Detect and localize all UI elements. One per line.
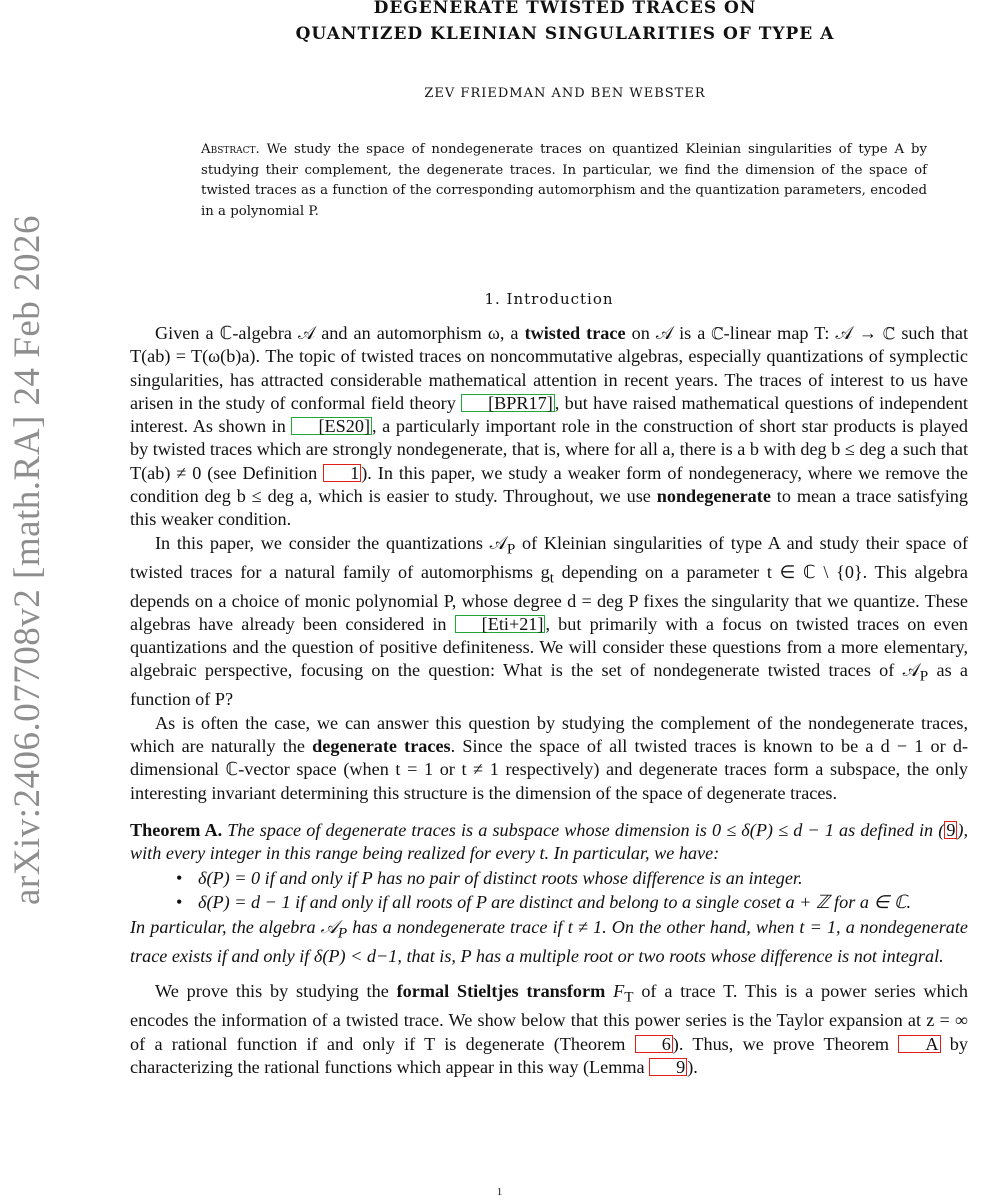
- link-equation-9[interactable]: 9: [946, 819, 956, 840]
- theorem-consequence: In particular, the algebra 𝒜$_P$ has a nondegenerate trace if t ≠ 1. On the other hand, when t = 1, a nondegenerate trace exists if and only if δ(P) < d−1, that is, P has a multiple root or two roots whose difference is not integral.: [130, 917, 968, 966]
- paragraph-2: In this paper, we consider the quantizations 𝒜$_P$ of Kleinian singularities of type A and study their space of twisted traces for a natural family of automorphisms $g_t$ depending on a parameter t ∈ ℂ \ {0}. This algebra depends on a choice of monic polynomial P, whose degree d = deg P fixes the singularity that we quantize. These algebras have already been considered in [Eti+21] , but primarily with a focus on twisted traces on even quantizations and the question of positive definiteness. We will consider these questions from a more elementary, algebraic perspective, focusing on the question: What is the set of nondegenerate twisted traces of 𝒜$_P$ as a function of P?: [130, 532, 969, 710]
- citation-es20[interactable]: [ES20]: [291, 417, 372, 435]
- page-number: 1: [496, 1186, 503, 1198]
- theorem-bullets: [130, 867, 968, 914]
- term-formal-stieltjes-transform: formal Stieltjes transform: [396, 981, 606, 1002]
- abstract-label: Abstract.: [201, 142, 260, 157]
- arxiv-stamp: arXiv:2406.07708v2 [math.RA] 24 Feb 2026: [7, 214, 48, 906]
- body-text: [130, 322, 968, 1079]
- abstract: [201, 140, 927, 222]
- citation-bpr17[interactable]: [BPR17]: [461, 394, 555, 412]
- term-degenerate-traces: degenerate traces: [312, 735, 451, 756]
- paragraph-3: As is often the case, we can answer this question by studying the complement of the nondegenerate traces, which are naturally the degenerate traces. Since the space of all twisted traces is known to be a d − 1 or d-dimensional ℂ-vector space (when t = 1 or t ≠ 1 respectively) and degenerate traces form a subspace, the only interesting invariant determining this structure is the dimension of the space of degenerate traces.: [130, 712, 968, 803]
- theorem-bullet-1: • δ(P) = 0 if and only if P has no pair of distinct roots whose difference is an integer.: [198, 867, 968, 890]
- paragraph-4: We prove this by studying the formal Stieltjes transform $F_T$ of a trace T. This is a power series which encodes the information of a twisted trace. We show below that this power series is the Taylor expansion at z = ∞ of a rational function if and only if T is degenerate (Theorem 6 ). Thus, we prove Theorem A by characterizing the rational functions which appear in this way (Lemma 9 ).: [130, 981, 968, 1077]
- term-nondegenerate: nondegenerate: [656, 486, 771, 507]
- theorem-bullet-2: • δ(P) = d − 1 if and only if all roots of P are distinct and belong to a single coset a + ℤ for a ∈ ℂ.: [198, 891, 968, 914]
- link-theorem-6[interactable]: 6: [635, 1035, 673, 1053]
- paper-title-line1: DEGENERATE TWISTED TRACES ON: [373, 0, 757, 18]
- paper-title-line2: QUANTIZED KLEINIAN SINGULARITIES OF TYPE A: [295, 24, 835, 44]
- citation-eti21[interactable]: [Eti+21]: [455, 615, 546, 633]
- link-theorem-a[interactable]: A: [898, 1035, 940, 1053]
- paragraph-1: Given a ℂ-algebra 𝒜 and an automorphism ω, a twisted trace on 𝒜 is a ℂ-linear map T: 𝒜 → ℂ such that T(ab) = T(ω(b)a). The topic of twisted traces on noncommutative algebras, especially quantizations of symplectic singularities, has attracted considerable mathematical attention in recent years. The traces of interest to us have arisen in the study of conformal field theory [BPR17] , but have raised mathematical questions of independent interest. As shown in [ES20] , a particularly important role in the construction of short star products is played by twisted traces which are strongly nondegenerate, that is, where for all a, there is a b with deg b ≤ deg a such that T(ab) ≠ 0 (see Definition 1 ). In this paper, we study a weaker form of nondegeneracy, where we remove the condition deg b ≤ deg a, which is easier to study. Throughout, we use nondegenerate to mean a trace satisfying this weaker condition.: [130, 323, 968, 530]
- theorem-a: Theorem A. The space of degenerate traces is a subspace whose dimension is 0 ≤ δ(P) ≤ d − 1 as defined in ( 9 ), with every integer in this range being realized for every t. In particular, we have: • δ(P) = 0 if and only if P has no pair of distinct roots whose difference is an integer. • δ(P) = d − 1 if and only if all roots of P are distinct and belong to a single coset a + ℤ for a ∈ ℂ. In particular, the algebra 𝒜$_P$ has a nondegenerate trace if t ≠ 1. On the other hand, when t = 1, a nondegenerate trace exists if and only if δ(P) < d−1, that is, P has a multiple root or two roots whose difference is not integral.: [130, 819, 968, 968]
- link-lemma-9[interactable]: 9: [649, 1058, 687, 1076]
- theorem-label: Theorem A.: [130, 819, 223, 840]
- term-twisted-trace: twisted trace: [524, 323, 626, 343]
- section-title: 1. Introduction: [484, 290, 614, 308]
- link-definition-1[interactable]: 1: [323, 464, 361, 482]
- authors: ZEV FRIEDMAN AND BEN WEBSTER: [424, 86, 706, 101]
- abstract-text: We study the space of nondegenerate traces on quantized Kleinian singularities of type A by studying their complement, the degenerate traces. In particular, we find the dimension of the space of twisted traces as a function of the corresponding automorphism and the quantization parameters, encoded in a polynomial P.: [201, 142, 927, 219]
